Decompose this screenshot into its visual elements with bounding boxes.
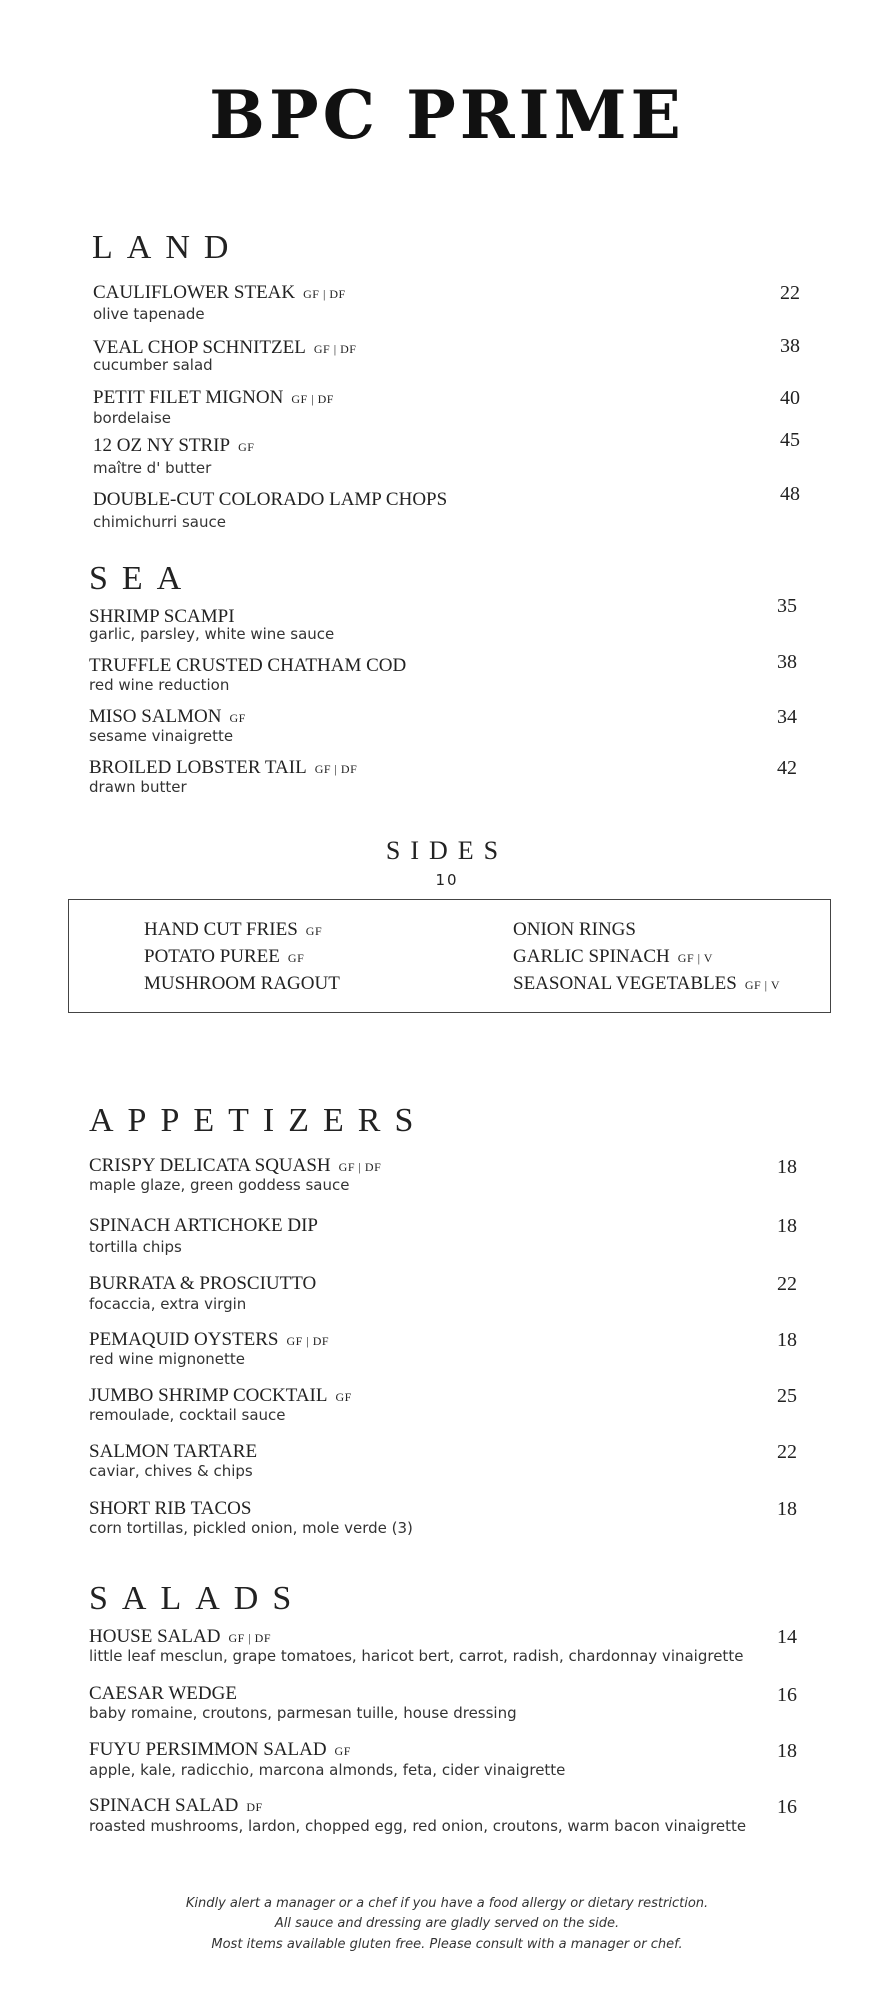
diet-tag: GF: [334, 1744, 351, 1758]
item-price: 18: [777, 1156, 797, 1178]
gluten-free-notice: Most items available gluten free. Please consult with a manager or chef.: [211, 1937, 683, 1952]
item-name: CAESAR WEDGE: [89, 1683, 237, 1704]
item-price: 14: [777, 1626, 797, 1648]
item-description: maître d' butter: [93, 459, 212, 477]
item-price: 18: [777, 1215, 797, 1237]
item-name: SALMON TARTARE: [89, 1441, 258, 1462]
sides-price: 10: [435, 871, 459, 889]
item-description: little leaf mesclun, grape tomatoes, haricot bert, carrot, radish, chardonnay vinaigrette: [89, 1647, 744, 1665]
item-description: red wine mignonette: [89, 1350, 246, 1368]
item-price: 22: [780, 282, 800, 304]
item-price: 48: [780, 483, 800, 505]
item-description: garlic, parsley, white wine sauce: [89, 625, 335, 643]
section-heading-sea: SEA: [89, 560, 196, 597]
diet-tag: GF | DF: [303, 287, 346, 301]
item-description: sesame vinaigrette: [89, 727, 234, 745]
item-description: red wine reduction: [89, 676, 230, 694]
item-description: apple, kale, radicchio, marcona almonds, feta, cider vinaigrette: [89, 1761, 566, 1779]
item-price: 35: [777, 595, 797, 617]
item-price: 16: [777, 1796, 797, 1818]
side-item: GARLIC SPINACH GF | V: [513, 946, 713, 967]
item-description: cucumber salad: [93, 356, 213, 374]
diet-tag: DF: [246, 1800, 263, 1814]
item-description: maple glaze, green goddess sauce: [89, 1176, 350, 1194]
item-price: 34: [777, 706, 797, 728]
item-name: CRISPY DELICATA SQUASH GF | DF: [89, 1155, 382, 1176]
diet-tag: GF | DF: [314, 762, 358, 776]
item-name: FUYU PERSIMMON SALAD GF: [89, 1739, 351, 1760]
diet-tag: GF: [238, 440, 255, 454]
item-price: 38: [780, 335, 800, 357]
diet-tag: GF: [335, 1390, 352, 1404]
item-name: CAULIFLOWER STEAK GF | DF: [93, 282, 346, 303]
item-name: PEMAQUID OYSTERS GF | DF: [89, 1329, 330, 1350]
item-price: 18: [777, 1740, 797, 1762]
diet-tag: GF: [229, 711, 246, 725]
side-item: SEASONAL VEGETABLES GF | V: [513, 973, 781, 994]
diet-tag: GF | DF: [291, 392, 334, 406]
item-description: roasted mushrooms, lardon, chopped egg, red onion, croutons, warm bacon vinaigrette: [89, 1817, 747, 1835]
diet-tag: GF | DF: [313, 342, 357, 356]
diet-tag: GF | V: [744, 978, 781, 992]
item-name: JUMBO SHRIMP COCKTAIL GF: [89, 1385, 352, 1406]
item-description: olive tapenade: [93, 305, 205, 323]
item-name: 12 OZ NY STRIP GF: [93, 435, 255, 456]
item-price: 40: [780, 387, 800, 409]
item-name: SPINACH ARTICHOKE DIP: [89, 1215, 318, 1236]
item-name: VEAL CHOP SCHNITZEL GF | DF: [93, 337, 357, 358]
diet-tag: GF | DF: [228, 1631, 272, 1645]
item-name: BROILED LOBSTER TAIL GF | DF: [89, 757, 358, 778]
item-price: 22: [777, 1273, 797, 1295]
item-name: DOUBLE-CUT COLORADO LAMP CHOPS: [93, 489, 448, 510]
section-heading-salads: SALADS: [89, 1580, 306, 1617]
item-description: baby romaine, croutons, parmesan tuille, house dressing: [89, 1704, 517, 1722]
item-price: 22: [777, 1441, 797, 1463]
diet-tag: GF: [305, 924, 323, 938]
item-description: remoulade, cocktail sauce: [89, 1406, 286, 1424]
item-description: focaccia, extra virgin: [89, 1295, 247, 1313]
item-price: 42: [777, 757, 797, 779]
item-name: SPINACH SALAD DF: [89, 1795, 263, 1816]
side-item: POTATO PUREE GF: [144, 946, 305, 967]
item-description: tortilla chips: [89, 1238, 182, 1256]
restaurant-title: BPC PRIME: [209, 76, 685, 154]
item-price: 25: [777, 1385, 797, 1407]
item-name: SHORT RIB TACOS: [89, 1498, 252, 1519]
section-heading-land: LAND: [92, 229, 243, 266]
allergy-notice: Kindly alert a manager or a chef if you have a food allergy or dietary restriction.: [185, 1896, 709, 1911]
section-heading-appetizers: APPETIZERS: [89, 1102, 428, 1139]
diet-tag: GF: [287, 951, 305, 965]
item-description: caviar, chives & chips: [89, 1462, 253, 1480]
item-price: 38: [777, 651, 797, 673]
item-name: TRUFFLE CRUSTED CHATHAM COD: [89, 655, 407, 676]
item-name: BURRATA & PROSCIUTTO: [89, 1273, 317, 1294]
side-item: MUSHROOM RAGOUT: [144, 973, 340, 994]
item-name: HOUSE SALAD GF | DF: [89, 1626, 272, 1647]
sauce-notice: All sauce and dressing are gladly served on the side.: [274, 1916, 620, 1931]
item-price: 16: [777, 1684, 797, 1706]
side-item: ONION RINGS: [513, 919, 636, 940]
item-price: 45: [780, 429, 800, 451]
diet-tag: GF | DF: [338, 1160, 382, 1174]
section-heading-sides: SIDES: [385, 836, 509, 865]
side-item: HAND CUT FRIES GF: [144, 919, 323, 940]
item-name: MISO SALMON GF: [89, 706, 246, 727]
item-name: PETIT FILET MIGNON GF | DF: [93, 387, 334, 408]
item-price: 18: [777, 1498, 797, 1520]
item-description: drawn butter: [89, 778, 187, 796]
item-description: chimichurri sauce: [93, 513, 226, 531]
item-name: SHRIMP SCAMPI: [89, 606, 235, 627]
item-price: 18: [777, 1329, 797, 1351]
item-description: corn tortillas, pickled onion, mole verde (3): [89, 1519, 413, 1537]
item-description: bordelaise: [93, 409, 171, 427]
diet-tag: GF | V: [677, 951, 713, 965]
diet-tag: GF | DF: [286, 1334, 330, 1348]
